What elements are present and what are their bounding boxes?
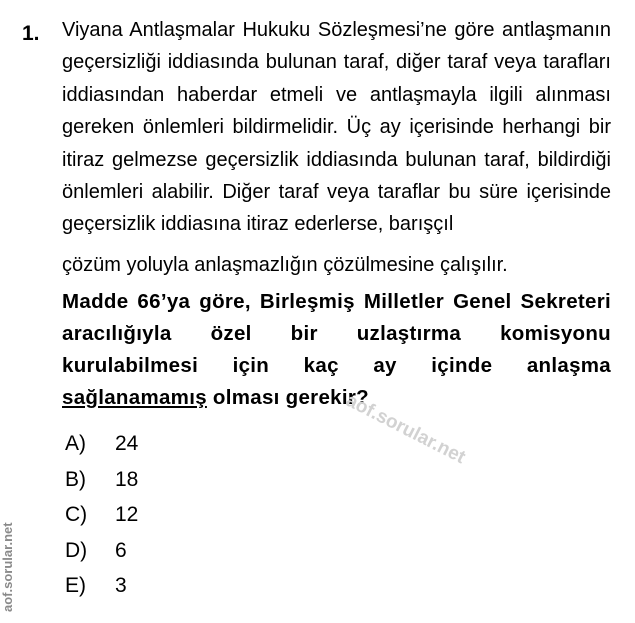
question-text-end: olması gerekir? — [206, 386, 369, 409]
option-c[interactable] — [65, 497, 138, 533]
question-text: Madde 66’ya göre, Birleşmiş Milletler Genel Sekreteri aracılığıyla özel bir uzlaştırma komisyonu kurulabilmesi için kaç ay içinde anlaşma — [62, 290, 611, 377]
passage-text: Viyana Antlaşmalar Hukuku Sözleşmesi’ne göre antlaşmanın geçersizliği iddiasında bulunan taraf, diğer taraf veya tarafları iddiasından haberdar etmeli ve antlaşmayla ilgili alınması gereken önlemleri bildirmelidir. Üç ay içerisinde herhangi bir itiraz gelmezse geçersizlik iddiasında bulunan taraf, bildirdiği önlemleri alabilir. Diğer taraf veya taraflar bu süre içerisinde geçersizlik iddiasına itiraz ederlerse, barışçıl — [62, 19, 611, 236]
answer-options — [65, 426, 138, 604]
option-a[interactable] — [65, 426, 138, 462]
option-value: 6 — [115, 538, 127, 562]
option-value: 3 — [115, 574, 127, 598]
option-value: 18 — [115, 467, 139, 491]
passage-last-line: çözüm yoluyla anlaşmazlığın çözülmesine çalışılır. — [62, 253, 508, 276]
option-e[interactable] — [65, 568, 138, 604]
option-letter: A) — [65, 432, 86, 455]
option-letter: E) — [65, 574, 86, 598]
passage — [62, 14, 611, 281]
option-letter: B) — [65, 467, 86, 491]
option-d[interactable] — [65, 533, 138, 569]
option-letter: C) — [65, 503, 88, 527]
option-b[interactable] — [65, 462, 138, 498]
question-stem — [62, 286, 611, 414]
option-letter: D) — [65, 538, 88, 562]
question-number: 1. — [22, 22, 40, 45]
watermark: aof.sorular.net — [342, 390, 469, 469]
question-emphasis: sağlanamamış — [62, 386, 207, 409]
side-watermark: aof.sorular.net — [0, 522, 15, 612]
option-value: 12 — [115, 503, 139, 527]
option-value: 24 — [115, 432, 139, 455]
